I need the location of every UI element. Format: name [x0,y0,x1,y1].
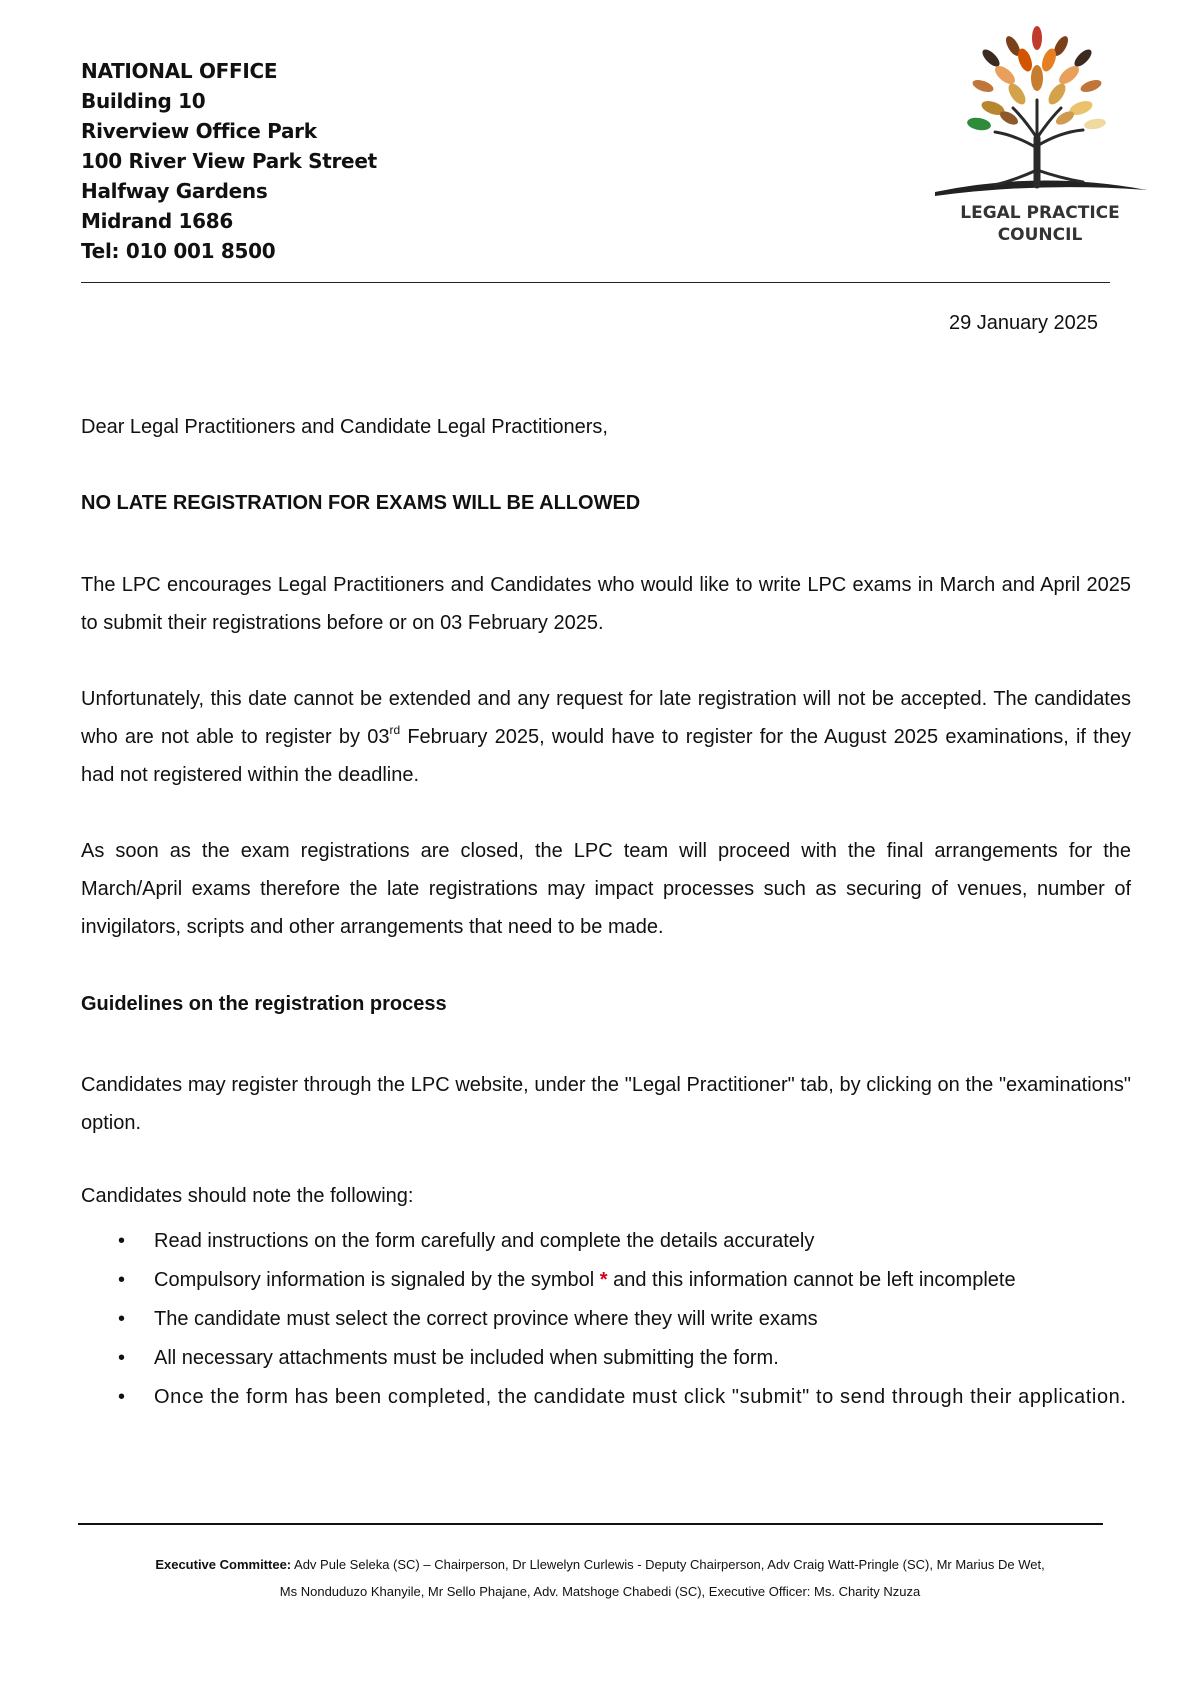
address-line: Riverview Office Park [81,119,317,143]
bullet-glyph: • [118,1308,126,1330]
paragraph-4: Candidates may register through the LPC website, under the "Legal Practitioner" tab, by clicking on the "examinations" option. [81,1074,1131,1134]
letterhead-address [81,56,377,266]
list-item [81,1378,1131,1416]
address-line: 100 River View Park Street [81,149,377,173]
address-line: Building 10 [81,89,206,113]
paragraph-2-text-b: February 2025, would have to register for the August 2025 examinations, if they had not registered within the deadline. [81,726,1131,786]
notes-intro: Candidates should note the following: [81,1185,414,1207]
required-symbol: * [599,1269,608,1291]
paragraph-2 [81,680,1131,794]
logo-line-2: COUNCIL [997,225,1083,245]
list-item-text: Once the form has been completed, the candidate must click "submit" to send through their application. [154,1386,1127,1408]
letter-heading: NO LATE REGISTRATION FOR EXAMS WILL BE ALLOWED [81,492,641,514]
logo-ground [935,180,1147,196]
address-line: Tel: 010 001 8500 [81,239,276,263]
list-item-text: All necessary attachments must be included when submitting the form. [154,1347,779,1369]
paragraph-3: As soon as the exam registrations are closed, the LPC team will proceed with the final arrangements for the March/April exams therefore the late registrations may impact processes such as securing of venues, number of invigilators, scripts and other arrangements that need to be made. [81,840,1131,938]
footer-line-2: Ms Nonduduzo Khanyile, Mr Sello Phajane, Adv. Matshoge Chabedi (SC), Executive Officer: Ms. Charity Nzuza [279,1584,921,1599]
bullet-glyph: • [118,1269,126,1291]
address-line: Midrand 1686 [81,209,234,233]
guidelines-list [81,1222,1131,1417]
list-item-text: and this information cannot be left incomplete [607,1269,1016,1291]
letter-date: 29 January 2025 [948,312,1098,334]
guidelines-subheading: Guidelines on the registration process [81,993,447,1015]
footer-label: Executive Committee: [155,1557,292,1572]
footer-line-1 [0,1557,1200,1572]
list-item [81,1300,1131,1338]
list-item [81,1261,1131,1299]
logo-line-1: LEGAL PRACTICE [960,203,1120,223]
bullet-glyph: • [118,1347,126,1369]
salutation: Dear Legal Practitioners and Candidate Legal Practitioners, [81,416,608,438]
bullet-glyph: • [118,1230,126,1252]
list-item [81,1339,1131,1377]
footer-text: Adv Pule Seleka (SC) – Chairperson, Dr Llewelyn Curlewis - Deputy Chairperson, Adv Craig Watt-Pringle (SC), Mr Marius De Wet, [291,1557,1045,1572]
header-divider [81,282,1110,283]
address-line: NATIONAL OFFICE [81,59,278,83]
list-item-text: Compulsory information is signaled by the symbol [154,1269,600,1291]
address-line: Halfway Gardens [81,179,268,203]
list-item [81,1222,1131,1260]
bullet-glyph: • [118,1386,126,1408]
footer-divider [78,1523,1103,1525]
ordinal-suffix: rd [389,723,401,737]
logo-wordmark [925,202,1155,246]
list-item-text: Read instructions on the form carefully and complete the details accurately [154,1230,815,1252]
paragraph-2-text-a: Unfortunately, this date cannot be extended and any request for late registration will not be accepted. The candidates who are not able to register by 03 [81,688,1131,748]
list-item-text: The candidate must select the correct province where they will write exams [154,1308,818,1330]
paragraph-1: The LPC encourages Legal Practitioners and Candidates who would like to write LPC exams in March and April 2025 to submit their registrations before or on 03 February 2025. [81,574,1131,634]
